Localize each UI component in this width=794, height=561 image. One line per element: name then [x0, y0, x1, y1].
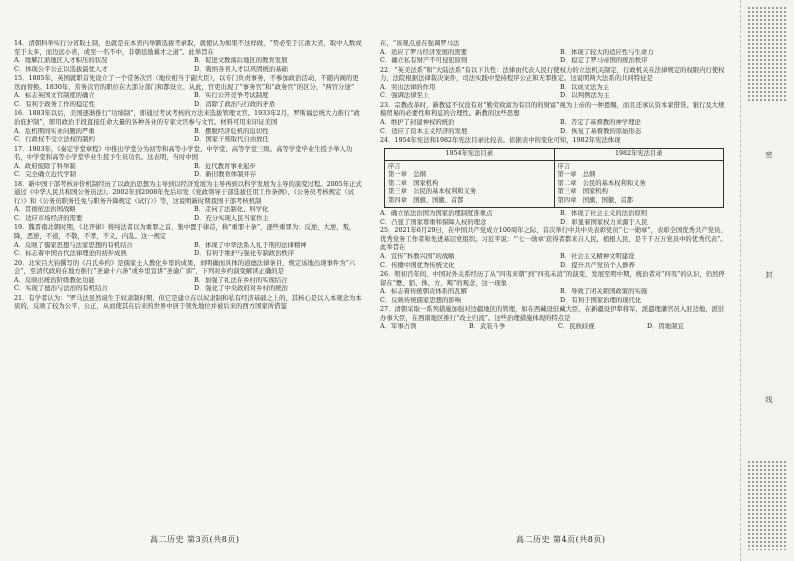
question-q21_cont	[380, 40, 730, 66]
question-q16	[14, 110, 364, 144]
answer-option: C．体现公平公正以选拔最优人才	[14, 65, 108, 73]
answer-options	[14, 92, 364, 109]
question-q14	[14, 40, 364, 74]
answer-option: B．促进文教落后地区的教育发展	[194, 57, 288, 65]
question-q26	[380, 271, 730, 305]
right-question-list-top	[380, 40, 730, 146]
answer-options	[14, 277, 364, 294]
question-q21	[14, 295, 364, 312]
question-stem: 16．1883年以后，美国逐渐推行“功绩制”，即通过考试考核的方法来选拔管理文官。1933年2月，罗斯福总统大力推行“政治庇护制”，即用政治手段直接任命大量的各种各业的专家文官参与文官。材料可用来印证美国	[14, 110, 360, 126]
table-header-1982: 1982年宪法目录	[554, 148, 724, 161]
question-q17	[14, 146, 364, 180]
question-q24	[380, 137, 730, 146]
answer-options	[14, 128, 364, 145]
answer-option: C．实现了德治与法治的有机结合	[14, 285, 108, 293]
constitution-table	[384, 148, 724, 209]
answer-option: B．实行公开竞争考试制度	[194, 92, 269, 100]
answer-option: D．彰显着国家权力来源于人民	[560, 218, 648, 226]
question-stem: 27．清朝采取一系列措施加强对边疆地区的管理，如在西藏设驻藏大臣，在新疆设伊犁将军，派遣理藩官员入驻边地，派驻办事大臣，在西南地区推行“改土归流”。这些治理措施体现的特点是	[380, 306, 725, 322]
answer-option: A．适应了罗马经济发展的需要	[380, 48, 468, 56]
answer-option: C．适应了资本主义经济的发展	[380, 127, 468, 135]
question-q15	[14, 75, 364, 109]
answer-option: A．贯彻依法治国战略	[14, 206, 76, 214]
question-stem: 20．北宋吕大钧撰写的《吕氏乡约》是儒家士人教化乡里的成果，刘明确而具体的道德法律条目，规定该地出现事件为“六会”，至清代政府在地方推行“圣谕十六条”或乡里宣讲“圣谕广训”，下列对乡约演变解读正确的是	[14, 259, 356, 276]
right-question-list-bottom	[380, 210, 730, 332]
answer-option: A．政府废除了科举制	[14, 162, 76, 170]
answer-option: C．完全确立近代学制	[14, 171, 76, 179]
constitution-table-header-row	[385, 148, 724, 161]
answer-option: B．加强了礼法在乡村的实现结合	[194, 276, 288, 284]
margin-label-xian: 线	[765, 396, 773, 404]
answer-option: B．导致了闭关锁国政策的实施	[560, 288, 648, 296]
answer-option: C．强调法律至上	[380, 92, 430, 100]
constitution-table-body-row	[385, 161, 724, 208]
table-cell-1982	[554, 161, 724, 208]
answer-option: A．标志着传统朝贡体系的瓦解	[380, 288, 468, 296]
answer-option: A．危机期间实业问题的严重	[14, 127, 95, 135]
answer-options	[14, 57, 364, 74]
answer-options	[380, 288, 730, 305]
question-q27	[380, 306, 730, 332]
question-stem: 18．新中国干部考核评价机制经历了以政治思想为主导到以经济发展为主导再到以科学发展为主导的演变过程。2005年正式通过《中华人民共和国公务员法》。2002年到2008年先后印发《党政领导干部选拔任用工作条例》、《公务员考核规定（试行）》和《公务员职务任免与职务升降规定（试行）》等，这说明新时期我国干部考核机制	[14, 180, 362, 205]
question-q23	[380, 102, 730, 136]
answer-option: B．否定了基督教的神学理论	[560, 118, 641, 126]
answer-option: D．因地制宜	[647, 323, 684, 331]
question-q18	[14, 181, 364, 224]
answer-option: B．以成文法为主	[560, 83, 610, 91]
table-row-entry: 第二章 公民的基本权利和义务	[557, 179, 646, 187]
answer-option: D．稳定了罗马帝国的统治秩序	[560, 57, 648, 65]
answer-option: C．凸显了国家尊重和保障人权的理念	[380, 218, 487, 226]
answer-option: D．有利于国家治理的现代化	[560, 296, 642, 304]
answer-option: A．突出法律的作用	[380, 83, 436, 91]
question-stem: 19．魏晋南北朝时期，《北齐律》将纯法者以为重罪之首，集中置于律首，称“重罪十条”，逐些重罪为：反逆，大逆，叛，降，恶逆，不道，不敬，不孝，不义，内乱。这一规定	[14, 224, 356, 241]
question-stem: 15．1805年，英国就职首先设立了一个常务次官（地位相当于副大臣），以专门负责事务，不参加政治活动，不随内阁的更迭而替换。1830年，常务次官的职位在大部分部门和都设立。从此，官吏出现了“事务官”和“政务官”的区分，“两官分途”	[14, 75, 359, 91]
answer-options	[14, 163, 364, 180]
question-stem: 26．明初百年间，中国对外关系经历了从“四夷来朝”到“四夷未消”的演变，发展至明中期，统治者对“四夷”的认识，仍然停留在“懋、貊、侏、方、羯”的观念，这一现象	[380, 271, 725, 287]
answer-option: C．适应市场经济的需要	[14, 215, 83, 223]
dot-pattern-top	[747, 6, 787, 102]
answer-option: D．充分实现人民当家作主	[194, 215, 269, 223]
question-q20	[14, 260, 364, 294]
footer-page-3: 高二历史 第3页(共8页)	[150, 535, 240, 544]
left-question-list	[14, 40, 364, 312]
answer-option: B．走向了法制化、科学化	[194, 206, 269, 214]
answer-option: D．新旧教育体制并存	[194, 171, 257, 179]
answer-option: A．维护了封建神权的统治	[380, 118, 455, 126]
answer-option: B．摆脱经济危机的迫切性	[194, 127, 269, 135]
question-q25	[380, 227, 730, 270]
answer-option: D．恢复了基督教的原始形态	[560, 127, 642, 135]
answer-options	[380, 210, 730, 227]
answer-option: B．体现了较大的适应性与生命力	[560, 48, 654, 56]
answer-option: B．社会主义精神文明建设	[560, 253, 635, 261]
answer-option: D．强化了中央政府对乡村的统治	[194, 285, 288, 293]
table-row-entry: 第一章 总纲	[557, 171, 596, 179]
table-row-entry: 第一章 总纲	[388, 171, 426, 179]
answer-option: A．反映出统治阶级教化功能	[14, 276, 95, 284]
table-row-entry: 第三章 公民的基本权利和义务	[388, 188, 477, 196]
answer-option: C．传播中国优秀传统文化	[380, 261, 455, 269]
table-row-entry: 第四章 国旗、国徽、首都	[388, 196, 464, 204]
question-q19	[14, 224, 364, 258]
question-q22	[380, 67, 730, 101]
answer-option: C．有利于政务工作的稳定性	[14, 100, 95, 108]
answer-option: D．提升共产党员个人修养	[560, 261, 635, 269]
answer-option: D．国家干预取代自由放任	[194, 136, 269, 144]
table-cell-1954	[385, 161, 555, 208]
answer-options	[14, 242, 364, 259]
answer-option: A．宣传“科教兴国”的战略	[380, 253, 455, 261]
answer-option: B．体现了社会主义的法治原则	[560, 210, 648, 218]
question-stem: 在，“该观点意在强调罗马法	[380, 40, 460, 47]
answer-options	[14, 206, 364, 223]
answer-option: A．反映了儒家思想与法家思想的有机结合	[14, 241, 133, 249]
margin-label-mi: 密	[765, 151, 773, 159]
answer-option: C．标志着中国古代法律理论的初步成熟	[14, 250, 127, 258]
answer-options	[380, 253, 730, 270]
answer-option: A．确立依法治国为国家治理制度准重点	[380, 210, 493, 218]
answer-option: B．体现了中华法系人礼于刑的法律精神	[194, 241, 307, 249]
answer-option: B．近代教育事业起步	[194, 162, 256, 170]
answer-options	[380, 84, 730, 101]
question-stem: 17．1903年，《奏定学堂章程》中推出学堂分为初等和高等小学堂、中学堂、高等学堂三级。高等学堂毕业生授予举人功名，中学堂和高等小学堂毕业生授予生员功名。这表明，当时中国	[14, 145, 353, 162]
answer-option: C．反映传统儒家思想的影响	[380, 296, 461, 304]
answer-option: D．有利于维护与强化专制政治秩序	[194, 250, 295, 258]
table-row-entry: 第二章 国家机构	[388, 179, 439, 187]
left-column	[14, 40, 364, 518]
answer-option: D．消除了政治与行政的矛盾	[194, 100, 276, 108]
table-row-entry: 第四章 国旗、国徽、首都	[557, 196, 634, 204]
question-stem: 23．宗教改革时，新教徒不仅没有对“勤劳致富为有目的的财富”视为上帝的一种恩赐，而且还承认资本家借贷、银行及大规模贸易的必要性和利息的合理性。新教的这些思想	[380, 101, 725, 118]
question-stem: 21．有学者认为：“罗马法虽然诞生于奴隶制时期，但它是建立在以奴隶制和私有经济基础之上的，其核心是以人本观念为本质的，反映了较为公平、公正，从而使其在后来的世界中居于领先地位并被后来的西方国家所借鉴	[14, 294, 362, 311]
answer-option: A．缓解江浙地区人才积压的状况	[14, 57, 108, 65]
right-column	[380, 40, 730, 518]
table-row-entry: 序言	[388, 162, 401, 170]
answer-option: A．军事占领	[380, 323, 417, 331]
answer-option: D．以判例法为主	[560, 92, 610, 100]
table-row-entry: 第三章 国家机构	[557, 188, 608, 196]
margin-label-feng: 封	[765, 271, 773, 279]
answer-option: C．民族歧视	[558, 323, 595, 331]
answer-option: D．吸纳各省人才以巩固统治基础	[194, 65, 288, 73]
answer-options	[380, 49, 730, 66]
answer-option: B．武装斗争	[469, 323, 506, 331]
answer-options	[380, 119, 730, 136]
question-stem: 24．1954年宪法和1982年宪法目录比较表。依据表中的变化可知，1982年宪法体现	[380, 136, 621, 144]
table-row-entry: 序言	[557, 162, 571, 170]
answer-option: A．标志英国文官制度的确立	[14, 92, 95, 100]
dot-pattern-bottom	[747, 460, 787, 550]
answer-options	[380, 323, 730, 332]
table-header-1954: 1954年宪法目录	[385, 148, 555, 161]
binding-margin-strip	[740, 0, 794, 561]
question-stem: 25．2021年6月29日，在中国共产党成立100周年之际，首次举行中共中央表彰党员“七一勋章”，表彰全国优秀共产党员、优秀党务工作者和先进基层党组织。习近平说：“‘七一勋章’获得者都来自人民，植根人民，是千千万万党员中的优秀代表”。此举旨在	[380, 227, 727, 252]
question-stem: 22．“英美法系”和“大陆法系”有以下共性：法律由代表人民行使权力的立法机关制定，行政机关在法律规定的权限内行使权力，法院根据法律裁决案件，司法实践中坚持程序公正和无罪推定。这说明两大法系的共同特征是	[380, 66, 725, 83]
question-stem: 14．清朝科举实行分省取士制，也就是在本省内举额选拔考录取，就使认为如果不这样做，“势必至于江浙大省，取中人数或至于太多，而边远小省，或至一名不中，非朝廷励翼才之道”。此举旨在	[14, 40, 362, 56]
answer-option: C．确立私有财产不可侵犯原则	[380, 57, 468, 65]
answer-option: C．行政权不受立法权的制约	[14, 136, 95, 144]
footer-page-4: 高二历史 第4页(共8页)	[516, 535, 606, 544]
